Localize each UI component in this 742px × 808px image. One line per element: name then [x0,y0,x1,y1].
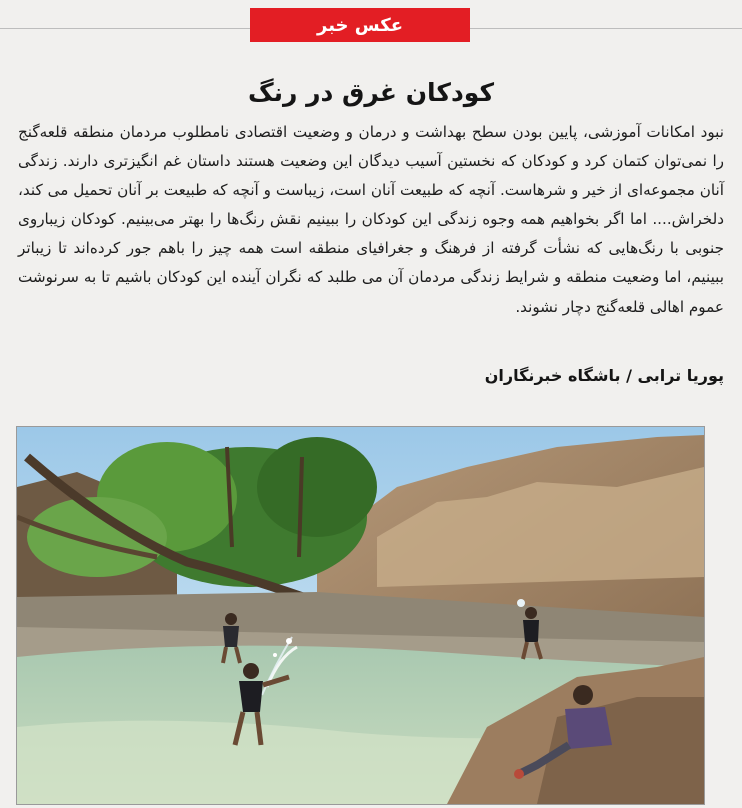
news-photo [16,426,705,805]
article-headline: کودکان غرق در رنگ [248,78,494,107]
section-label: عکس خبر [250,8,470,42]
article-body: نبود امکانات آموزشی، پایین بودن سطح بهداشت و درمان و وضعیت اقتصادی نامطلوب مردمان منطقه قلعه‌گنج را نمی‌توان کتمان کرد و کودکان که نخستین آسیب دیدگان این وضعیت هستند داستان غم انگیزتری دارند. زندگی آنان مجموعه‌ای از خیر و شرهاست. آنچه که طبیعت آنان است، زیباست و آنچه که طبیعت بر آنان تحمیل می کند، دلخراش.... اما اگر بخواهیم همه وجوه زندگی این کودکان را ببینیم نقش رنگ‌ها را بهتر می‌بینیم. کودکان زیباروی جنوبی با رنگ‌هایی که نشأت گرفته از فرهنگ و جغرافیای منطقه است همه چیز را باهم جور کرده‌اند تا زیباتر ببینیم، اما وضعیت منطقه و شرایط زندگی مردمان آن می طلبد که نگران آینده این کودکان باشیم تا به سرنوشت عموم اهالی قلعه‌گنج دچار نشوند. [18,123,724,316]
photo-credit: پوریا ترابی / باشگاه خبرنگاران [484,366,724,385]
